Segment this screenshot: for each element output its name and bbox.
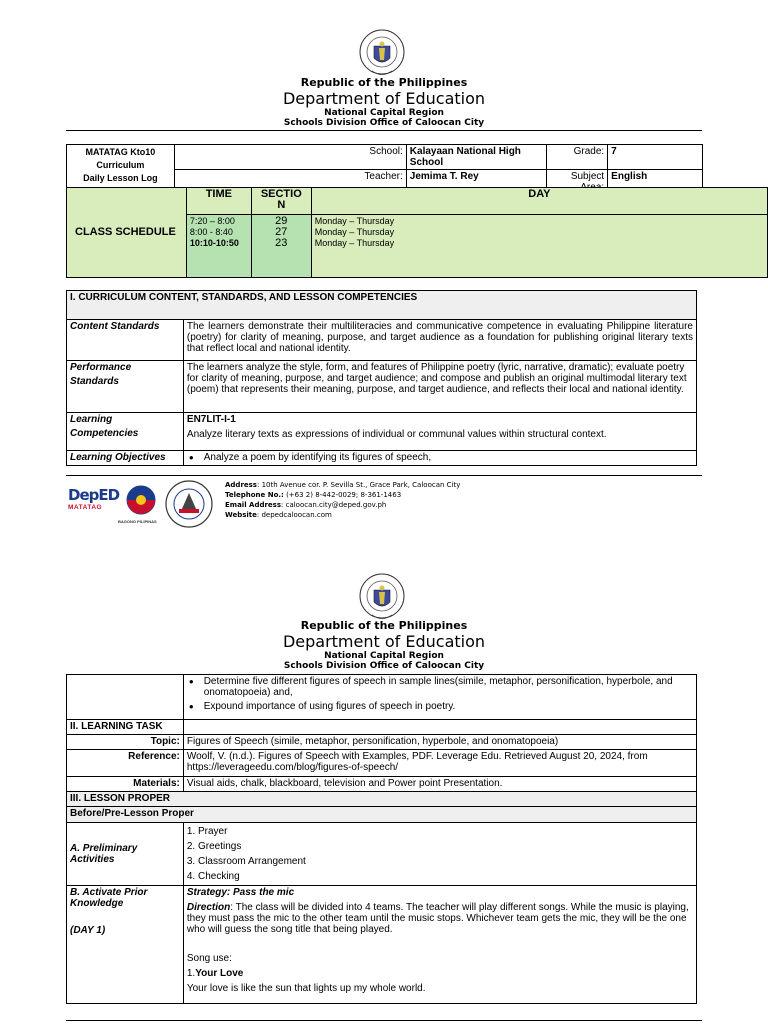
objectives-continued <box>183 675 696 720</box>
day-row: Monday – Thursday <box>314 227 395 237</box>
time-row: 7:20 – 8:00 <box>189 216 235 226</box>
section-row: 23 <box>275 237 288 249</box>
song-title: 1.Your Love <box>186 968 244 979</box>
strategy-title: Strategy: Pass the mic <box>186 887 295 898</box>
class-schedule-table <box>66 187 768 278</box>
preliminary-activities-label: A. Preliminary Activities <box>67 823 184 886</box>
learning-competencies-text <box>183 413 696 451</box>
activate-prior-label: B. Activate Prior Knowledge (DAY 1) <box>67 886 184 1004</box>
lesson-table <box>66 674 697 1004</box>
department-heading: Department of Education <box>282 89 486 108</box>
section-row: 29 <box>275 215 288 227</box>
content-standards-text: The learners demonstrate their multiliteracies and communicative competence in evaluating Philippine literature (poetry) for clarity of meaning, purpose, and target audience as a foundation for publishing original literary texts that reflect local and national identity. <box>183 320 696 361</box>
before-lesson-heading: Before/Pre-Lesson Proper <box>67 807 697 823</box>
section-row: 27 <box>275 226 288 238</box>
department-heading: Department of Education <box>282 632 486 651</box>
performance-standards-label: Performance Standards <box>67 361 184 413</box>
day-header: DAY <box>311 188 767 215</box>
preliminary-activities-list <box>183 823 696 886</box>
bagong-pilipinas-icon <box>121 485 161 519</box>
day-row: Monday – Thursday <box>314 216 395 226</box>
subject-label: Subject <box>546 170 607 195</box>
grade-value: 7 <box>608 145 703 170</box>
time-header: TIME <box>186 188 251 215</box>
direction-text: Direction: The class will be divided into 4 teams. The teacher will play different songs. While the music is playing, they must pass the mic to the other team until the music stops. Whichever team gets the mic, they will be the one who will guess the song title that being played. <box>186 902 689 935</box>
objective-item: ● Analyze a poem by identifying its figures of speech, <box>183 451 696 466</box>
activate-prior-content <box>183 886 696 1004</box>
song-lyric: Your love is like the sun that lights up my whole world. <box>186 983 426 994</box>
subject-value: English <box>608 170 703 195</box>
learning-objectives-label: Learning Objectives <box>67 451 184 466</box>
schedule-sections <box>251 215 311 278</box>
header-divider <box>66 130 702 131</box>
log-title: MATATAG Kto10 Curriculum Daily Lesson Log <box>67 145 175 209</box>
republic-heading: Republic of the Philippines <box>300 619 468 632</box>
footer-divider <box>66 475 702 476</box>
competency-code: EN7LIT-I-1 <box>186 414 236 425</box>
deped-logo: DepED MATATAG <box>68 486 120 511</box>
list-item: 4. Checking <box>186 871 240 882</box>
list-item: 3. Classroom Arrangement <box>186 856 306 867</box>
content-standards-label: Content Standards <box>67 320 184 361</box>
reference-value: Woolf, V. (n.d.). Figures of Speech with Examples, PDF. Leverage Edu. Retrieved August 20, 2024, from https://leverageedu.com/blog/figures-of-speech/ <box>183 750 696 777</box>
teacher-label: Teacher: <box>174 170 406 195</box>
section1-title: I. CURRICULUM CONTENT, STANDARDS, AND LESSON COMPETENCIES <box>67 291 697 320</box>
day-row: Monday – Thursday <box>314 238 395 248</box>
topic-label: Topic: <box>67 735 184 750</box>
footer-contact: Address: 10th Avenue cor. P. Sevilla St., Grace Park, Caloocan City Telephone No.: (+63 2) 8-442-0029; 8-361-1463 Email Address: caloocan.city@deped.gov.ph Website: depedcaloocan.com <box>225 481 461 519</box>
performance-standards-text: The learners analyze the style, form, and features of Philippine poetry (lyric, narrative, dramatic); evaluate poetry for clarity of meaning, purpose, and target audience; and compose and publish an original multimodal literary text (poem) that represents their meaning, purpose, and target audience, and reflects their local and national identity. <box>183 361 696 413</box>
deped-seal-icon <box>358 570 406 624</box>
grade-label: Grade: <box>546 145 607 170</box>
song-use-label: Song use: <box>186 953 232 964</box>
page2-bottom-divider <box>66 1020 702 1021</box>
schedule-times <box>186 215 251 278</box>
region-heading: National Capital Region <box>324 651 444 661</box>
objective-item: ● Determine five different figures of speech in sample lines(simile, metaphor, personification, hyperbole, and onomatopoeia) and, <box>187 676 693 698</box>
curriculum-table <box>66 290 697 466</box>
region-heading: National Capital Region <box>324 108 444 118</box>
materials-value: Visual aids, chalk, blackboard, television and Power point Presentation. <box>183 777 696 792</box>
bagong-pilipinas-label: BAGONG PILIPINAS <box>118 519 157 524</box>
division-heading: Schools Division Office of Caloocan City <box>283 661 485 671</box>
teacher-value: Jemima T. Rey <box>406 170 546 195</box>
school-label: School: <box>174 145 406 170</box>
time-row: 8:00 - 8:40 <box>189 227 233 237</box>
list-item: 2. Greetings <box>186 841 242 852</box>
class-schedule-label: CLASS SCHEDULE <box>67 188 187 278</box>
learning-task-heading: II. LEARNING TASK <box>67 720 184 735</box>
deped-seal-icon <box>358 26 406 80</box>
topic-value: Figures of Speech (simile, metaphor, personification, hyperbole, and onomatopoeia) <box>183 735 696 750</box>
division-seal-icon <box>164 479 214 529</box>
school-value: Kalayaan National High School <box>406 145 546 170</box>
division-heading: Schools Division Office of Caloocan City <box>283 118 485 128</box>
objective-item: ● Expound importance of using figures of speech in poetry. <box>187 701 693 712</box>
reference-label: Reference: <box>67 750 184 777</box>
time-row: 10:10-10:50 <box>189 238 239 248</box>
objectives-continued-label <box>67 675 184 720</box>
materials-label: Materials: <box>67 777 184 792</box>
republic-heading: Republic of the Philippines <box>300 76 468 89</box>
competency-text: Analyze literary texts as expressions of individual or communal values within structural context. <box>186 429 607 440</box>
schedule-days <box>311 215 767 278</box>
list-item: 1. Prayer <box>186 826 228 837</box>
section-header: SECTIO N <box>251 188 311 215</box>
learning-competencies-label: Learning Competencies <box>67 413 184 451</box>
lesson-proper-heading: III. LESSON PROPER <box>67 792 697 807</box>
